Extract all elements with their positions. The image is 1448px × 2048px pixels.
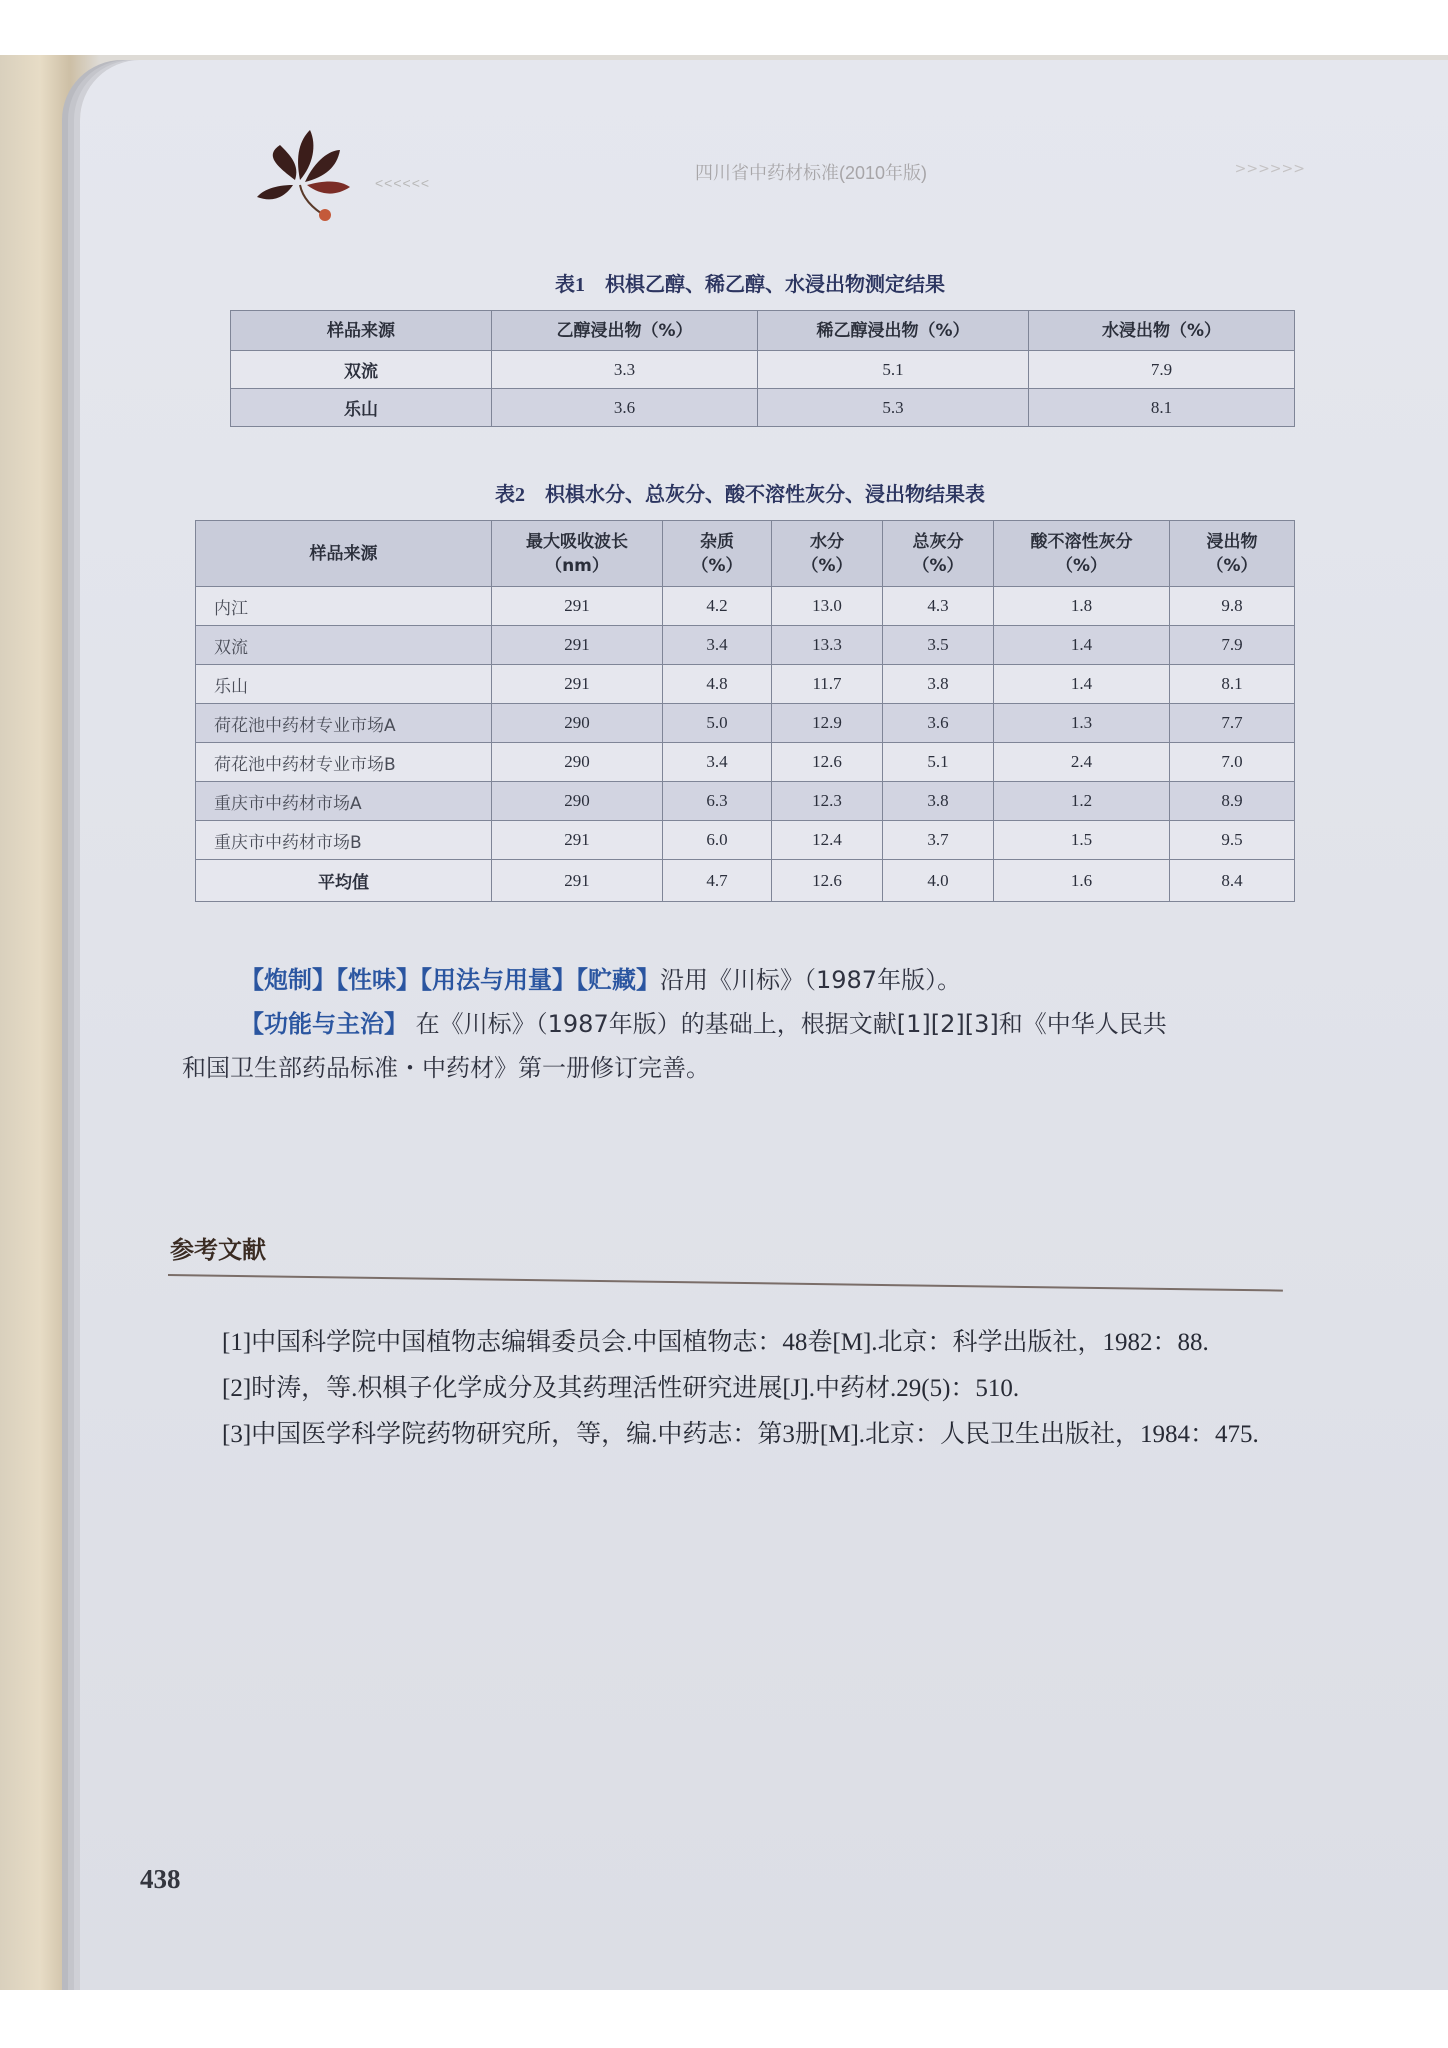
table2-cell-value: 12.3: [772, 782, 883, 821]
table1-cell-value: 5.1: [758, 351, 1029, 389]
table2-col-moisture: [772, 521, 883, 587]
table2-cell-value: 13.0: [772, 587, 883, 626]
table2-col-total-ash-l1: 总灰分: [912, 531, 964, 552]
processing-headings: 【炮制】【性味】【用法与用量】【贮藏】: [240, 966, 660, 994]
table2-row: [196, 626, 1295, 665]
table2-cell-value: 6.0: [663, 821, 772, 860]
table2-col-moisture-l2: （%）: [801, 555, 853, 576]
page-header: [175, 125, 1335, 235]
table2-cell-value: 1.5: [994, 821, 1170, 860]
function-text: 在《川标》（1987年版）的基础上，根据文献[1][2][3]和《中华人民共: [415, 1010, 1167, 1038]
table2-col-impurity: [663, 521, 772, 587]
table2-cell-value: 1.3: [994, 704, 1170, 743]
table2-average-value: 8.4: [1170, 860, 1295, 902]
table2-col-extract-l1: 浸出物: [1206, 531, 1258, 552]
table2-cell-value: 6.3: [663, 782, 772, 821]
table2-cell-value: 3.4: [663, 626, 772, 665]
table2-row: [196, 665, 1295, 704]
table1-cell-value: 3.6: [492, 389, 758, 427]
header-deco-right: >>>>>>: [1234, 161, 1305, 177]
table2-row: [196, 782, 1295, 821]
table2-col-acid-ash-l1: 酸不溶性灰分: [1030, 531, 1133, 552]
table2-caption: 表2 枳椇水分、总灰分、酸不溶性灰分、浸出物结果表: [495, 484, 985, 506]
table2-cell-value: 3.6: [883, 704, 994, 743]
function-line-cont: [182, 1046, 710, 1090]
table1-cell-value: 7.9: [1029, 351, 1295, 389]
table2-cell-value: 9.8: [1170, 587, 1295, 626]
table2-col-total-ash-l2: （%）: [912, 555, 964, 576]
table2-cell-source: 荷花池中药材专业市场B: [196, 743, 492, 782]
table2-col-total-ash: [883, 521, 994, 587]
table1-cell-source: 双流: [231, 351, 492, 389]
table2-average-row: [196, 860, 1295, 902]
header-deco-left: <<<<<<: [375, 175, 431, 191]
table1-cell-source: 乐山: [231, 389, 492, 427]
function-heading: 【功能与主治】: [240, 1010, 408, 1038]
table2-cell-value: 4.3: [883, 587, 994, 626]
table2-col-source-label: 样品来源: [309, 543, 378, 564]
table2-col-impurity-l1: 杂质: [700, 531, 734, 552]
table1-col-water: 水浸出物（%）: [1029, 311, 1295, 351]
table2-average-value: 4.7: [663, 860, 772, 902]
table2-cell-value: 3.8: [883, 665, 994, 704]
table2-header-row: [196, 521, 1295, 587]
table1: [230, 310, 1295, 427]
table2-cell-value: 290: [492, 704, 663, 743]
table2-cell-value: 291: [492, 665, 663, 704]
table2-cell-value: 7.9: [1170, 626, 1295, 665]
table2-col-impurity-l2: （%）: [691, 555, 743, 576]
page-number: 438: [140, 1864, 181, 1894]
table1-cell-value: 5.3: [758, 389, 1029, 427]
table2-cell-value: 3.7: [883, 821, 994, 860]
table2-cell-value: 3.5: [883, 626, 994, 665]
table2-cell-value: 1.2: [994, 782, 1170, 821]
table2-cell-value: 9.5: [1170, 821, 1295, 860]
table2: [195, 520, 1295, 902]
table2-row: [196, 821, 1295, 860]
table2-col-extract-l2: （%）: [1206, 555, 1258, 576]
table2-cell-source: 重庆市中药材市场B: [196, 821, 492, 860]
table2-row: [196, 587, 1295, 626]
processing-text: 沿用《川标》（1987年版）。: [660, 966, 962, 994]
function-line: [240, 1002, 1167, 1046]
table2-cell-value: 3.4: [663, 743, 772, 782]
table2-col-acid-ash-l2: （%）: [1055, 555, 1108, 576]
leaf-logo-icon: [255, 125, 365, 225]
table2-cell-source: 双流: [196, 626, 492, 665]
table2-cell-value: 8.9: [1170, 782, 1295, 821]
table2-cell-source: 乐山: [196, 665, 492, 704]
reference-item: [3]中国医学科学院药物研究所，等，编.中药志：第3册[M].北京：人民卫生出版社，1984：475.: [222, 1421, 1259, 1448]
table2-cell-value: 4.2: [663, 587, 772, 626]
table2-cell-value: 12.9: [772, 704, 883, 743]
table2-col-wavelength: [492, 521, 663, 587]
table2-cell-value: 291: [492, 626, 663, 665]
table2-average-label: 平均值: [196, 860, 492, 902]
table2-row: [196, 704, 1295, 743]
table2-cell-value: 1.4: [994, 626, 1170, 665]
function-text-cont: 和国卫生部药品标准・中药材》第一册修订完善。: [182, 1054, 710, 1082]
table2-col-acid-ash: [994, 521, 1170, 587]
table2-cell-value: 290: [492, 743, 663, 782]
table2-col-wavelength-l2: （nm）: [545, 555, 609, 576]
table2-cell-value: 2.4: [994, 743, 1170, 782]
table2-cell-value: 11.7: [772, 665, 883, 704]
table2-cell-value: 7.0: [1170, 743, 1295, 782]
table2-col-wavelength-l1: 最大吸收波长: [526, 531, 628, 552]
table1-row: [231, 389, 1295, 427]
table2-cell-value: 1.8: [994, 587, 1170, 626]
table2-cell-value: 12.6: [772, 743, 883, 782]
table1-col-ethanol: 乙醇浸出物（%）: [492, 311, 758, 351]
table1-col-source: 样品来源: [231, 311, 492, 351]
table2-average-value: 291: [492, 860, 663, 902]
table2-cell-value: 291: [492, 821, 663, 860]
table2-col-moisture-l1: 水分: [810, 531, 844, 552]
table2-average-value: 12.6: [772, 860, 883, 902]
table2-cell-value: 5.0: [663, 704, 772, 743]
reference-item: [1]中国科学院中国植物志编辑委员会.中国植物志：48卷[M].北京：科学出版社，1982：88.: [222, 1329, 1209, 1356]
table2-cell-value: 12.4: [772, 821, 883, 860]
table1-header-row: [231, 311, 1295, 351]
table1-col-dilute-ethanol: 稀乙醇浸出物（%）: [758, 311, 1029, 351]
table2-cell-value: 4.8: [663, 665, 772, 704]
table1-cell-value: 8.1: [1029, 389, 1295, 427]
table2-average-value: 4.0: [883, 860, 994, 902]
table2-cell-source: 内江: [196, 587, 492, 626]
table1-cell-value: 3.3: [492, 351, 758, 389]
table2-col-source: [196, 521, 492, 587]
table2-row: [196, 743, 1295, 782]
table2-cell-source: 重庆市中药材市场A: [196, 782, 492, 821]
table2-cell-value: 3.8: [883, 782, 994, 821]
references-title: 参考文献: [170, 1236, 266, 1264]
table2-average-value: 1.6: [994, 860, 1170, 902]
reference-item: [2]时涛，等.枳椇子化学成分及其药理活性研究进展[J].中药材.29(5)：510.: [222, 1375, 1020, 1402]
processing-line: [240, 958, 961, 1002]
table2-cell-value: 291: [492, 587, 663, 626]
table2-cell-source: 荷花池中药材专业市场A: [196, 704, 492, 743]
table2-cell-value: 290: [492, 782, 663, 821]
table2-col-extract: [1170, 521, 1295, 587]
table1-row: [231, 351, 1295, 389]
table2-cell-value: 8.1: [1170, 665, 1295, 704]
running-head: 四川省中药材标准(2010年版): [695, 163, 928, 183]
references-list: [176, 1320, 1296, 1458]
table2-cell-value: 7.7: [1170, 704, 1295, 743]
table2-cell-value: 1.4: [994, 665, 1170, 704]
table1-caption: 表1 枳椇乙醇、稀乙醇、水浸出物测定结果: [555, 274, 945, 296]
table2-cell-value: 5.1: [883, 743, 994, 782]
table2-cell-value: 13.3: [772, 626, 883, 665]
